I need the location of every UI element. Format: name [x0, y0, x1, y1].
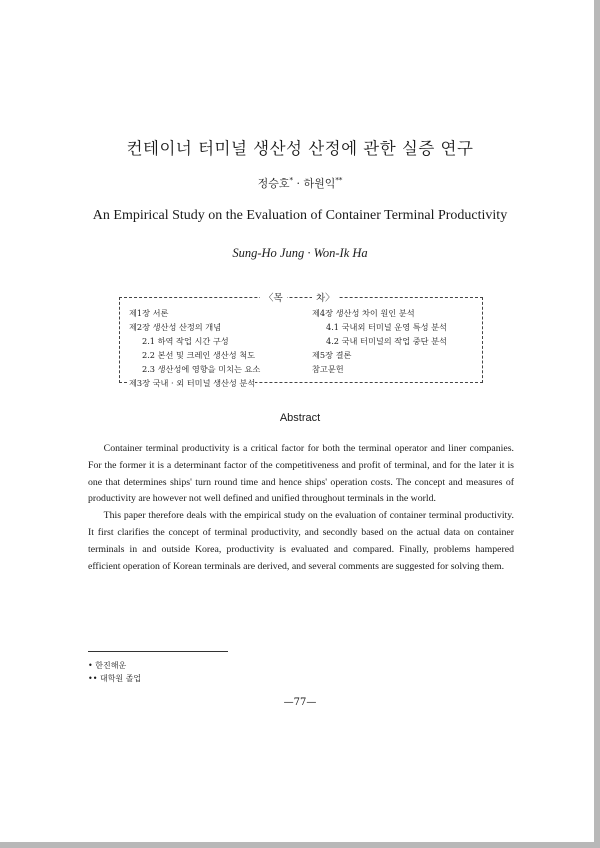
author2-mark: **	[335, 176, 343, 185]
author1-name: 정승호	[257, 177, 290, 190]
toc-heading-left: 〈목	[260, 290, 287, 304]
korean-title: 컨테이너 터미널 생산성 산정에 관한 실증 연구	[126, 139, 474, 158]
toc-item: 2.3 생산성에 영향을 미치는 요소	[142, 364, 261, 374]
toc-heading-right: 차〉	[312, 290, 339, 304]
scan-edge-right	[594, 0, 600, 848]
author1-mark: *	[289, 176, 293, 185]
abstract-paragraph: Container terminal productivity is a critical factor for both the terminal operator and liner companies. For the former it is a determinant factor of the competitiveness and profit of terminal, and for the later it is one that determines ships' turn round time and hence ships' operation costs. The concept and measures of productivity are however not well defined and unified throughout terminals in the world.	[88, 443, 514, 505]
toc-item: 제4장 생산성 차이 원인 분석	[312, 308, 415, 318]
english-authors: Sung-Ho Jung · Won-Ik Ha	[232, 246, 368, 260]
toc-item: 제2장 생산성 산정의 개념	[129, 322, 222, 332]
footnote: • 한진해운	[88, 661, 127, 670]
author-separator: ·	[293, 177, 304, 190]
english-title: An Empirical Study on the Evaluation of Container Terminal Productivity	[92, 208, 508, 223]
scan-edge-bottom	[0, 842, 600, 848]
footnote: •• 대학원 졸업	[88, 674, 142, 683]
toc-item: 제5장 결론	[312, 350, 352, 360]
page-number: —77—	[283, 697, 317, 708]
toc-item: 제3장 국내 · 외 터미널 생산성 분석	[129, 378, 256, 388]
korean-authors	[0, 175, 600, 191]
toc-item: 참고문헌	[312, 364, 344, 374]
abstract-paragraph: This paper therefore deals with the empirical study on the evaluation of container terminal productivity. It first clarifies the concept of terminal productivity, and secondly based on the actual data on container terminals in and outside Korea, productivity is evaluated and compared. Finally, problems hampered efficient operation of Korean terminals are derived, and several comments are suggested for solving them.	[88, 510, 514, 572]
abstract-body	[88, 441, 514, 575]
toc-item: 2.1 하역 작업 시간 구성	[142, 336, 229, 346]
toc-item: 4.2 국내 터미널의 작업 중단 분석	[326, 336, 447, 346]
author2-name: 하원익	[303, 177, 336, 190]
toc-item: 2.2 본선 및 크레인 생산성 척도	[142, 350, 256, 360]
abstract-heading: Abstract	[279, 412, 321, 424]
toc-item: 4.1 국내외 터미널 운영 특성 분석	[326, 322, 447, 332]
toc-item: 제1장 서론	[129, 308, 169, 318]
footnote-rule	[88, 651, 228, 652]
